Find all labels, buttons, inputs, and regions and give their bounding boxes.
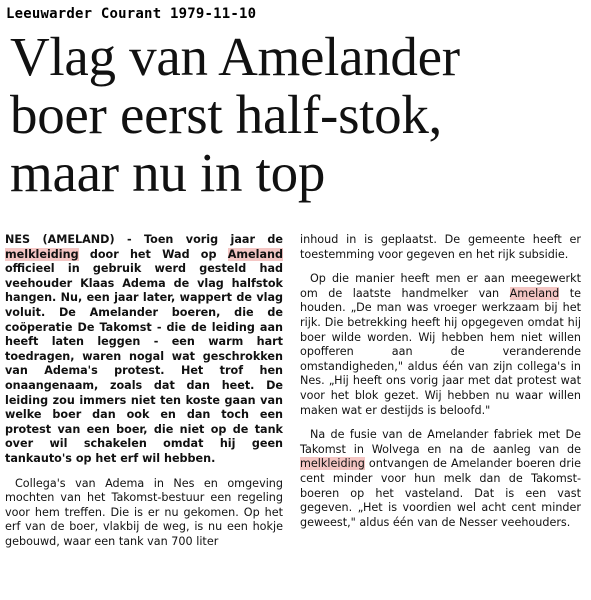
- paragraph-text-2: te houden. „De man was vroeger werkzaam bij het rijk. Die betrekking heeft hij opgegeven omdat hij boer wilde worden. Wij hebben hem niet willen opofferen aan de veranderende omstandigheden," aldus één van zijn collega's in Nes. „Hij heeft ons vorig jaar met dat protest wat voor het blok gezet. Wij hebben nu waar willen maken wat er destijds is beloofd.": [300, 286, 582, 417]
- source-label: Leeuwarder Courant 1979-11-10: [6, 6, 257, 22]
- article-column-left: [5, 233, 283, 559]
- headline-line-3: maar nu in top: [10, 142, 326, 203]
- lead-text-1: - Toen vorig jaar de: [114, 233, 283, 246]
- highlight-ameland: Ameland: [509, 286, 560, 300]
- lead-text-3: officieel in gebruik werd gesteld had veehouder Klaas Adema de vlag halfstok hangen. Nu, een jaar later, wappert de vlag voluit. De Amelander boeren, die de coöperatie De Takomst - die de leiding aan heeft laten leggen - een warm hart toedragen, waren nogal wat geschrokken van Adema's protest. Het trof hen onaangenaam, zoals dat dan heet. De leiding zou immers niet ten koste gaan van welke boer dan ook en dan toch een protest van een boer, die niet op de tank over wil schakelen omdat hij geen tankauto's op het erf wil hebben.: [5, 262, 283, 465]
- article-column-right: [300, 233, 581, 540]
- lead-paragraph: [5, 233, 283, 467]
- body-paragraph: [300, 428, 581, 530]
- headline-line-2: boer eerst half-stok,: [10, 84, 443, 145]
- headline-line-1: Vlag van Amelander: [10, 26, 460, 87]
- headline: [10, 28, 585, 202]
- paragraph-text-1: Op die manier heeft men er aan meegewerkt om de laatste handmelker van: [300, 272, 581, 300]
- highlight-melkleiding: melkleiding: [300, 457, 365, 471]
- lead-text-2: door het Wad op: [78, 247, 228, 261]
- dateline: NES (AMELAND): [5, 233, 115, 246]
- highlight-ameland: Ameland: [227, 247, 283, 261]
- body-paragraph: [300, 272, 581, 418]
- body-paragraph: inhoud in is geplaatst. De gemeente heeft er toestemming voor gegeven en het rijk subsidie.: [300, 233, 581, 261]
- paragraph-text-1: Na de fusie van de Amelander fabriek met De Takomst in Wolvega en na de aanleg van de: [300, 428, 581, 456]
- body-paragraph: Collega's van Adema in Nes en omgeving mochten van het Takomst-bestuur een regeling voor hem treffen. Die is er nu gekomen. Op het erf van de boer, vlakbij de weg, is nu een hokje gebouwd, waar een tank van 700 liter: [5, 476, 283, 548]
- highlight-melkleiding: melkleiding: [5, 247, 79, 261]
- paragraph-text-2: ontvangen de Amelander boeren drie cent minder voor hun melk dan de Takomst-boeren op het vasteland. Dat is een vast gegeven. „Het is voordien wel acht cent minder geweest," aldus één van de Nesser veehouders.: [300, 457, 581, 529]
